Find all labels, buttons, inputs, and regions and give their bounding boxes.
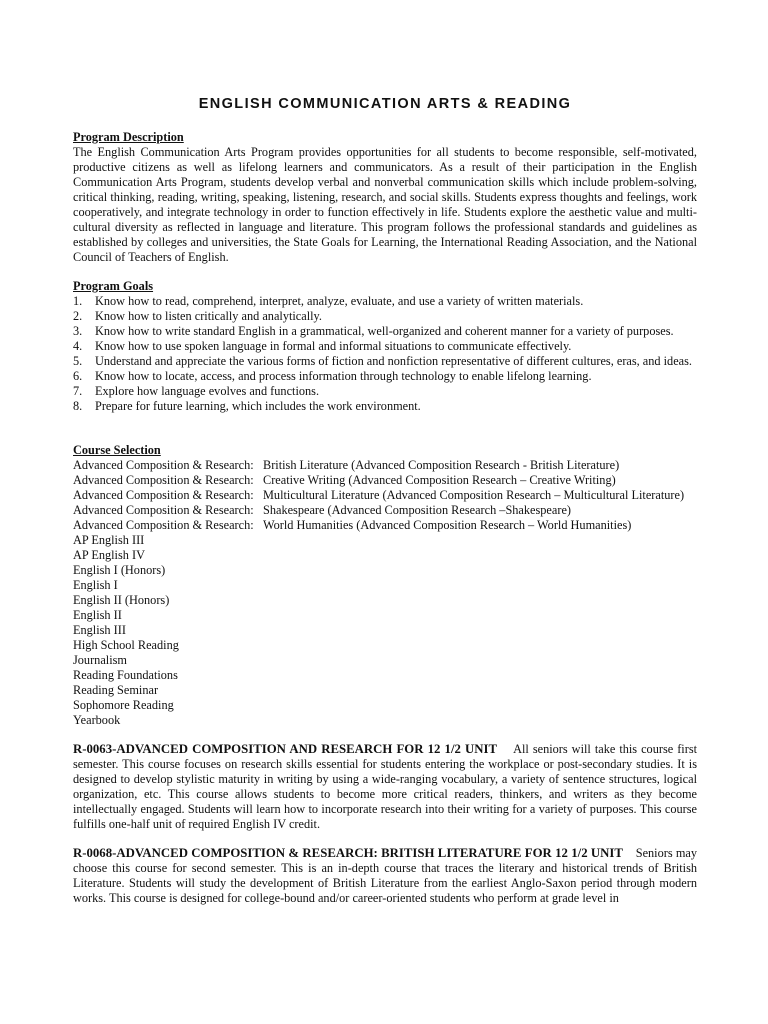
course-list-item: [73, 473, 697, 488]
course-name: Multicultural Literature (Advanced Composition Research – Multicultural Literature): [263, 488, 685, 502]
goal-text: Know how to locate, access, and process information through technology to enable lifelong learning.: [95, 369, 592, 383]
goal-item: [73, 324, 697, 339]
program-goals-section: [73, 279, 697, 414]
course-code-heading: R-0063-ADVANCED COMPOSITION AND RESEARCH FOR 12 1/2 UNIT: [73, 742, 498, 756]
course-description: [73, 846, 697, 906]
course-name: Creative Writing (Advanced Composition Research – Creative Writing): [263, 473, 616, 487]
goal-number: 3.: [73, 324, 83, 338]
course-description: [73, 742, 697, 832]
goal-number: 2.: [73, 309, 83, 323]
goal-item: [73, 294, 697, 309]
course-list-item: English II (Honors): [73, 593, 170, 607]
course-selection-section: [73, 443, 697, 728]
course-list-item: English III: [73, 623, 126, 637]
goal-text: Prepare for future learning, which includes the work environment.: [95, 399, 421, 413]
goal-item: [73, 354, 697, 369]
goal-item: [73, 369, 697, 384]
course-prefix: Advanced Composition & Research:: [73, 503, 254, 517]
goal-text: Know how to read, comprehend, interpret, analyze, evaluate, and use a variety of written materials.: [95, 294, 584, 308]
course-list-item: English I: [73, 578, 118, 592]
goal-text: Know how to listen critically and analytically.: [95, 309, 322, 323]
course-list-item: AP English III: [73, 533, 145, 547]
goal-item: [73, 399, 697, 414]
goal-text: Know how to write standard English in a grammatical, well-organized and coherent manner for a variety of purposes.: [95, 324, 674, 338]
goal-item: [73, 309, 697, 324]
course-name: World Humanities (Advanced Composition Research – World Humanities): [263, 518, 632, 532]
course-list-item: [73, 488, 697, 503]
program-goals-list: [73, 294, 697, 414]
course-list-item: [73, 503, 697, 518]
goal-number: 6.: [73, 369, 83, 383]
goal-item: [73, 384, 697, 399]
course-prefix: Advanced Composition & Research:: [73, 458, 254, 472]
goal-text: Understand and appreciate the various forms of fiction and nonfiction representative of different cultures, eras, and ideas.: [95, 354, 692, 368]
goal-item: [73, 339, 697, 354]
course-prefix: Advanced Composition & Research:: [73, 473, 254, 487]
course-description-section: [73, 742, 697, 906]
course-name: Shakespeare (Advanced Composition Research –Shakespeare): [263, 503, 571, 517]
course-prefix: Advanced Composition & Research:: [73, 488, 254, 502]
goal-number: 1.: [73, 294, 83, 308]
course-prefix: Advanced Composition & Research:: [73, 518, 254, 532]
course-list-item: Reading Foundations: [73, 668, 178, 682]
page-title: ENGLISH COMMUNICATION ARTS & READING: [198, 96, 572, 112]
course-list-item: Yearbook: [73, 713, 121, 727]
program-description-heading: Program Description: [73, 130, 184, 144]
course-list-item: English II: [73, 608, 122, 622]
course-list-item: Reading Seminar: [73, 683, 159, 697]
course-list-item: [73, 518, 697, 533]
program-description-text: The English Communication Arts Program provides opportunities for all students to become responsible, self-motivated, productive citizens as well as lifelong learners and communicators. As a result of their participation in the English Communication Arts Program, students develop verbal and nonverbal communication skills which include problem-solving, critical thinking, reading, writing, speaking, listening, research, and social skills. Students express thoughts and feelings, work cooperatively, and integrate technology in order to function effectively in life. Students explore the aesthetic value and multi-cultural diversity as reflected in language and literature. This program follows the professional standards and guidelines as established by colleges and universities, the State Goals for Learning, the International Reading Association, and the National Council of Teachers of English.: [73, 145, 697, 264]
course-description-text: All seniors will take this course first semester. This course focuses on research skills essential for students entering the workplace or post-secondary studies. It is designed to develop stylistic maturity in writing by using a wide-ranging vocabulary, a variety of sentence structures, logical organization, etc. This course allows students to become more critical readers, thinkers, and writers as they become intellectually engaged. Students will learn how to incorporate research into their writing for a variety of purposes. This course fulfills one-half unit of required English IV credit.: [73, 742, 698, 831]
goal-text: Know how to use spoken language in formal and informal situations to communicate effectively.: [95, 339, 572, 353]
document-page: [73, 95, 697, 906]
goal-number: 7.: [73, 384, 83, 398]
goal-number: 8.: [73, 399, 83, 413]
goal-number: 4.: [73, 339, 83, 353]
course-list-item: Sophomore Reading: [73, 698, 174, 712]
course-code-heading: R-0068-ADVANCED COMPOSITION & RESEARCH: BRITISH LITERATURE FOR 12 1/2 UNIT: [73, 846, 623, 860]
course-selection-heading: Course Selection: [73, 443, 161, 457]
goal-number: 5.: [73, 354, 83, 368]
course-list-item: English I (Honors): [73, 563, 166, 577]
course-list-item: [73, 458, 697, 473]
course-list-item: AP English IV: [73, 548, 145, 562]
goal-text: Explore how language evolves and functions.: [95, 384, 320, 398]
program-goals-heading: Program Goals: [73, 279, 154, 293]
course-list-item: Journalism: [73, 653, 127, 667]
course-description-text: Seniors may choose this course for second semester. This is an in-depth course that traces the literary and historical trends of British Literature. Students will study the development of British Literature from the earliest Anglo-Saxon period through modern works. This course is designed for college-bound and/or career-oriented students who perform at grade level in: [73, 846, 697, 905]
course-list-item: High School Reading: [73, 638, 179, 652]
course-name: British Literature (Advanced Composition Research - British Literature): [263, 458, 620, 472]
program-description-section: [73, 130, 697, 265]
